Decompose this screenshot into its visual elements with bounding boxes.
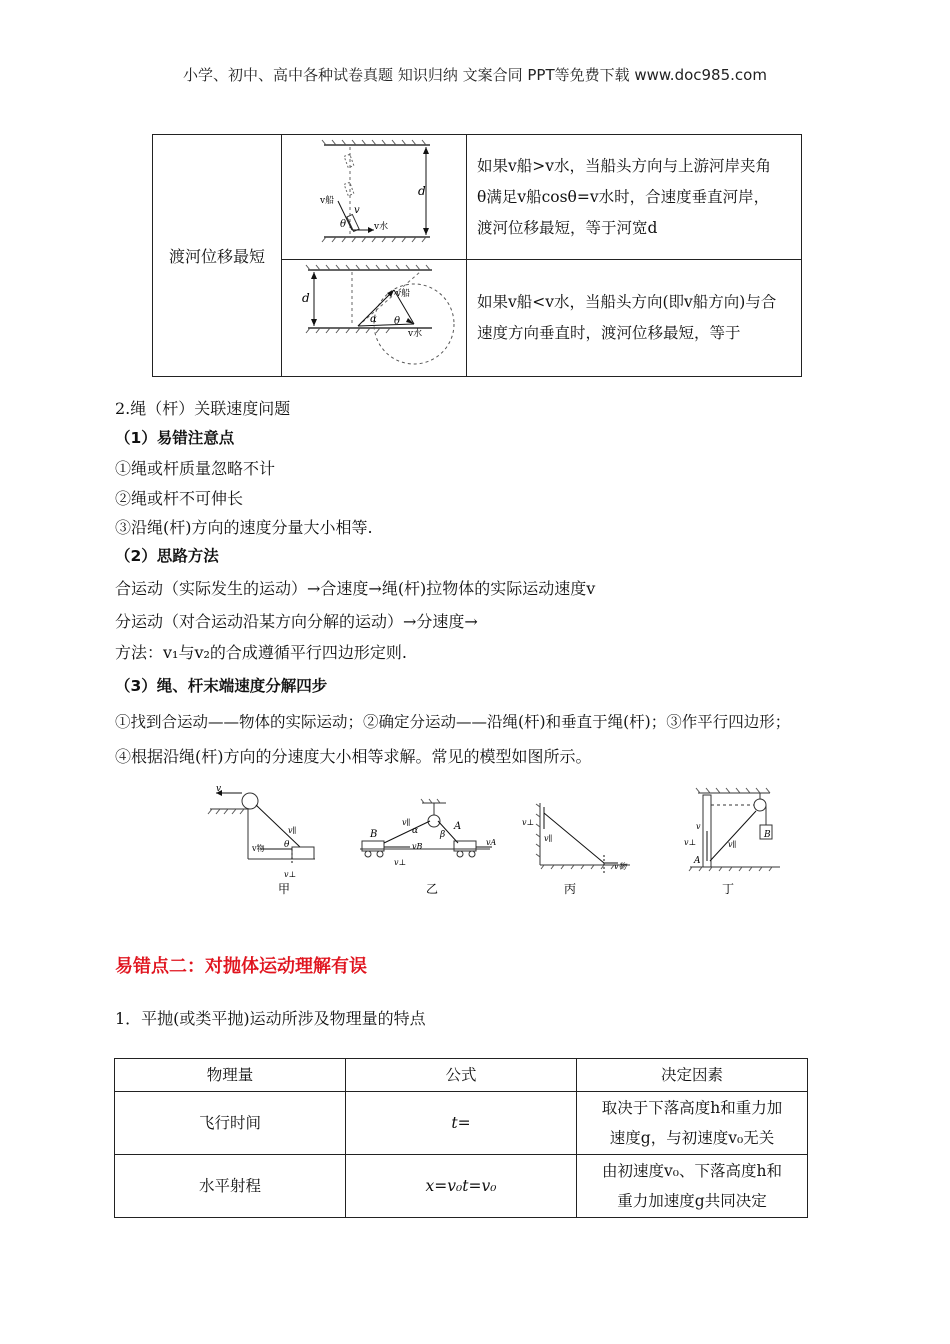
ding-label-vpar: v∥ <box>728 840 737 849</box>
label-theta: θ <box>340 219 347 230</box>
bing-label-vpar: v∥ <box>544 834 553 843</box>
ding-label-A: A <box>694 856 701 866</box>
row1-description <box>467 135 802 260</box>
method-line-c: 方法：v₁与v₂的合成遵循平行四边形定则. <box>115 643 407 662</box>
figure-yi <box>360 799 497 896</box>
label-vshui2: v水 <box>408 329 423 339</box>
cell-qty: 飞行时间 <box>115 1092 346 1155</box>
section3-item: 1．平抛(或类平抛)运动所涉及物理量的特点 <box>115 1009 426 1028</box>
step-line-1: ①找到合运动——物体的实际运动；②确定分运动——沿绳(杆)和垂直于绳(杆)；③作平行四边形； <box>115 713 791 731</box>
caption-ding: 丁 <box>722 882 735 896</box>
ding-label-v: v <box>696 822 701 831</box>
yi-label-alpha: α <box>412 826 419 836</box>
table-row <box>115 1155 808 1218</box>
cell-factor <box>577 1155 808 1218</box>
item1-2: ②绳或杆不可伸长 <box>115 489 244 508</box>
factor-line: 由初速度v₀、下落高度h和 <box>602 1162 782 1180</box>
sub1-heading: （1）易错注意点 <box>115 429 235 447</box>
label-vchuan2: v船 <box>396 289 411 299</box>
figure-bing <box>522 803 630 896</box>
label-vshui: v水 <box>374 222 389 232</box>
yi-label-vA: vA <box>486 838 497 847</box>
jia-label-v: v <box>216 785 222 794</box>
label-v: v <box>354 205 360 216</box>
yi-label-vB: vB <box>412 842 423 851</box>
yi-label-beta: β <box>440 830 446 840</box>
section3-title: 易错点二：对抛体运动理解有误 <box>115 956 367 977</box>
bing-label-vwu: v物 <box>614 862 627 871</box>
jia-label-vpar: v∥ <box>288 826 297 835</box>
cell-formula: t= <box>346 1092 577 1155</box>
jia-label-theta: θ <box>284 840 290 850</box>
figure-jia <box>208 785 315 896</box>
factor-line: 重力加速度g共同决定 <box>617 1192 767 1210</box>
row1-line1: 如果v船>v水，当船头方向与上游河岸夹角 <box>477 156 772 175</box>
step-line-2: ④根据沿绳(杆)方向的分速度大小相等求解。常见的模型如图所示。 <box>115 747 592 766</box>
header-factor: 决定因素 <box>577 1059 808 1092</box>
yi-label-B: B <box>370 829 378 840</box>
item1-3: ③沿绳(杆)方向的速度分量大小相等. <box>115 518 373 537</box>
jia-label-vperp: v⊥ <box>284 870 297 879</box>
table-row <box>115 1092 808 1155</box>
row1-line2: θ满足v船cosθ=v水时，合速度垂直河岸， <box>477 187 770 206</box>
sub2-heading: （2）思路方法 <box>115 547 219 565</box>
header-qty: 物理量 <box>115 1059 346 1092</box>
row2-line2: 速度方向垂直时，渡河位移最短，等于 <box>477 324 741 342</box>
label-vchuan: v船 <box>320 196 335 206</box>
figure-ding <box>684 788 780 896</box>
yi-label-vpar: v∥ <box>402 818 411 827</box>
header-formula: 公式 <box>346 1059 577 1092</box>
yi-label-A: A <box>454 821 462 832</box>
bing-label-vperp: v⊥ <box>522 818 535 827</box>
projectile-table <box>114 1058 808 1218</box>
section2-title: 2.绳（杆）关联速度问题 <box>115 399 291 418</box>
jia-label-vwu: v物 <box>252 844 265 853</box>
row2-line1: 如果v船<v水，当船头方向(即v船方向)与合 <box>477 293 777 311</box>
factor-line: 速度g，与初速度v₀无关 <box>609 1129 775 1147</box>
row1-line3: 渡河位移最短，等于河宽d <box>477 218 658 237</box>
label-theta2: θ <box>394 316 401 327</box>
label-d: d <box>418 184 426 198</box>
method-line-b: 分运动（对合运动沿某方向分解的运动）→分速度→ <box>115 612 478 631</box>
figure-boat-fast <box>282 135 467 260</box>
rope-rod-models-figure <box>200 785 800 900</box>
yi-label-vperp: v⊥ <box>394 858 407 867</box>
label-alpha: α <box>370 314 377 325</box>
sub3-heading: （3）绳、杆末端速度分解四步 <box>115 677 328 695</box>
caption-bing: 丙 <box>564 882 577 896</box>
cell-formula: x=v₀t=v₀ <box>346 1155 577 1218</box>
cell-factor <box>577 1092 808 1155</box>
cell-qty: 水平射程 <box>115 1155 346 1218</box>
ding-label-vperp: v⊥ <box>684 838 697 847</box>
row-label: 渡河位移最短 <box>153 135 282 377</box>
ding-label-B: B <box>764 830 771 840</box>
river-crossing-table <box>152 134 802 377</box>
figure-boat-slow <box>282 260 467 377</box>
row2-description <box>467 260 802 377</box>
page-header: 小学、初中、高中各种试卷真题 知识归纳 文案合同 PPT等免费下载 www.doc985.com <box>183 66 767 84</box>
caption-yi: 乙 <box>426 882 439 896</box>
caption-jia: 甲 <box>278 882 291 896</box>
label-d2: d <box>302 291 310 305</box>
factor-line: 取决于下落高度h和重力加 <box>601 1099 783 1117</box>
method-line-a: 合运动（实际发生的运动）→合速度→绳(杆)拉物体的实际运动速度v <box>115 579 596 598</box>
item1-1: ①绳或杆质量忽略不计 <box>115 459 276 478</box>
